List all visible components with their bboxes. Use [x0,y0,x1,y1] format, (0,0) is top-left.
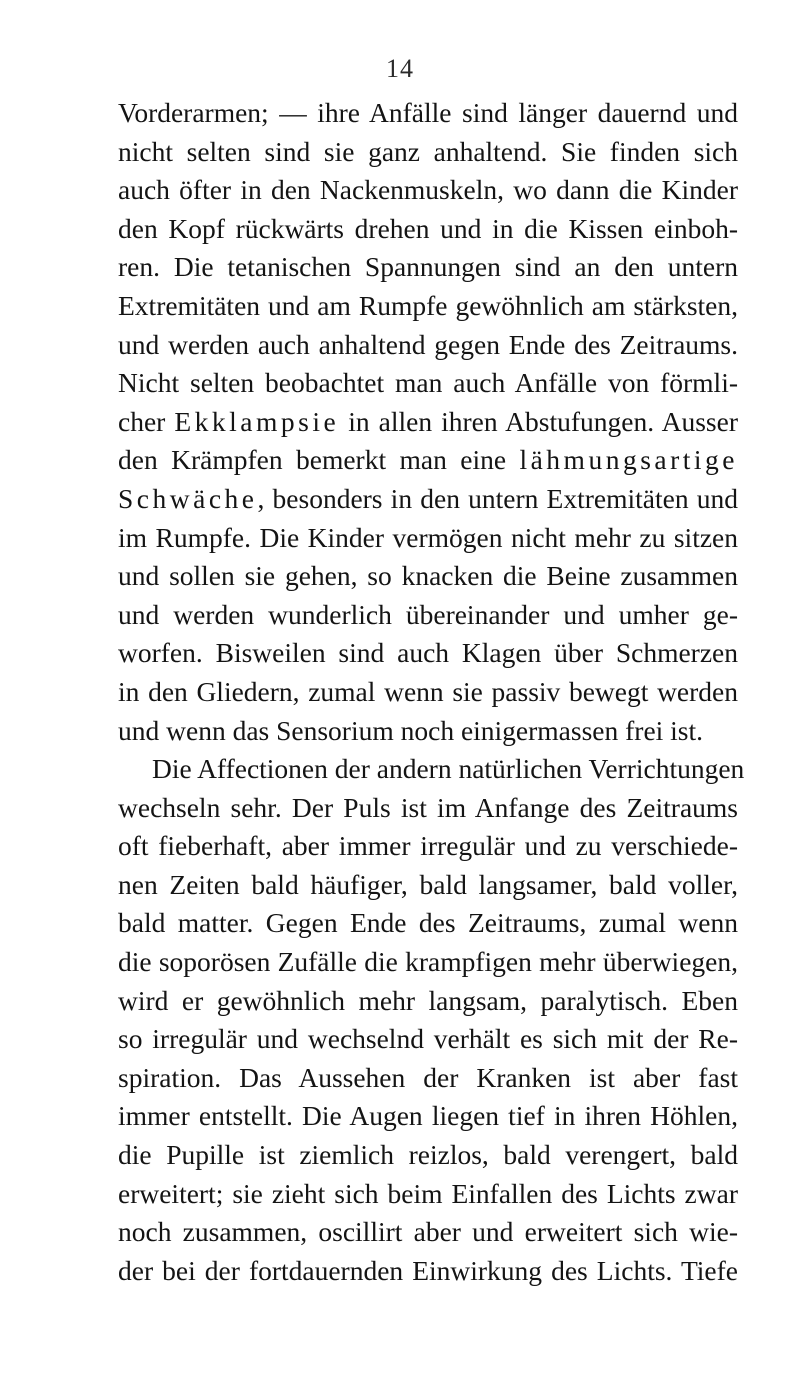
text-line: noch zusammen, oscillirt aber und erweitert sich wie- [118,1216,738,1248]
text-line [118,403,738,442]
text-line-paragraph-start: Die Affectionen der andern natürlichen Verrichtungen [152,753,745,785]
text-line: spiration. Das Aussehen der Kranken ist aber fast [118,1061,738,1093]
text-line: die Pupille ist ziemlich reizlos, bald verengert, bald [118,1139,738,1171]
text-line: in den Gliedern, zumal wenn sie passiv bewegt werden [118,675,738,707]
text-line: bald matter. Gegen Ende des Zeitraums, zumal wenn [118,907,738,939]
text-line: die soporösen Zufälle die krampfigen mehr überwiegen, [118,946,738,978]
emphasized-term-laehmungsartige: lähmungsartige [519,444,738,476]
text-line: oft fieberhaft, aber immer irregulär und zu verschiede- [118,830,738,862]
text-line: so irregulär und wechselnd verhält es sich mit der Re- [118,1023,738,1055]
text-line: Vorderarmen; — ihre Anfälle sind länger dauernd und [118,97,738,128]
text-line: immer entstellt. Die Augen liegen tief in ihren Höhlen, [118,1100,738,1132]
text-line: der bei der fortdauernden Einwirkung des Lichts. Tiefe [118,1254,738,1286]
emphasized-term-schwaeche: Schwäche [118,482,258,514]
text-segment: den Krämpfen bemerkt man eine [118,444,520,476]
text-line: auch öfter in den Nackenmuskeln, wo dann die Kinder [118,174,738,206]
text-segment: , besonders in den untern Extremitäten und [257,482,738,514]
text-line: Nicht selten beobachtet man auch Anfälle von förmli- [118,367,738,399]
text-line: Extremitäten und am Rumpfe gewöhnlich am stärksten, [118,289,738,321]
text-line: nicht selten sind sie ganz anhaltend. Sie finden sich [118,135,738,167]
text-line [118,480,738,519]
text-line: nen Zeiten bald häufiger, bald langsamer, bald voller, [118,868,738,900]
text-line: und werden wunderlich übereinander und umher ge- [118,598,738,630]
body-text [118,94,745,1290]
text-line: den Kopf rückwärts drehen und in die Kissen einboh- [118,212,738,244]
text-line: ren. Die tetanischen Spannungen sind an den untern [118,251,738,283]
text-line: worfen. Bisweilen sind auch Klagen über Schmerzen [118,637,738,669]
text-segment: cher [118,405,175,437]
text-line: im Rumpfe. Die Kinder vermögen nicht mehr zu sitzen [118,521,738,553]
text-line: und sollen sie gehen, so knacken die Beine zusammen [118,560,738,592]
text-line: wird er gewöhnlich mehr langsam, paralytisch. Eben [118,984,738,1016]
text-line: erweitert; sie zieht sich beim Einfallen des Lichts zwar [118,1177,738,1209]
text-line [118,441,738,480]
text-line: wechseln sehr. Der Puls ist im Anfange des Zeitraums [118,791,738,823]
page-number: 14 [386,54,414,83]
text-line: und wenn das Sensorium noch einigermassen frei ist. [118,714,704,746]
emphasized-term-ekklampsie: Ekklampsie [174,405,340,437]
text-segment: in allen ihren Abstufungen. Ausser [339,405,738,437]
text-line: und werden auch anhaltend gegen Ende des Zeitraums. [118,328,738,360]
